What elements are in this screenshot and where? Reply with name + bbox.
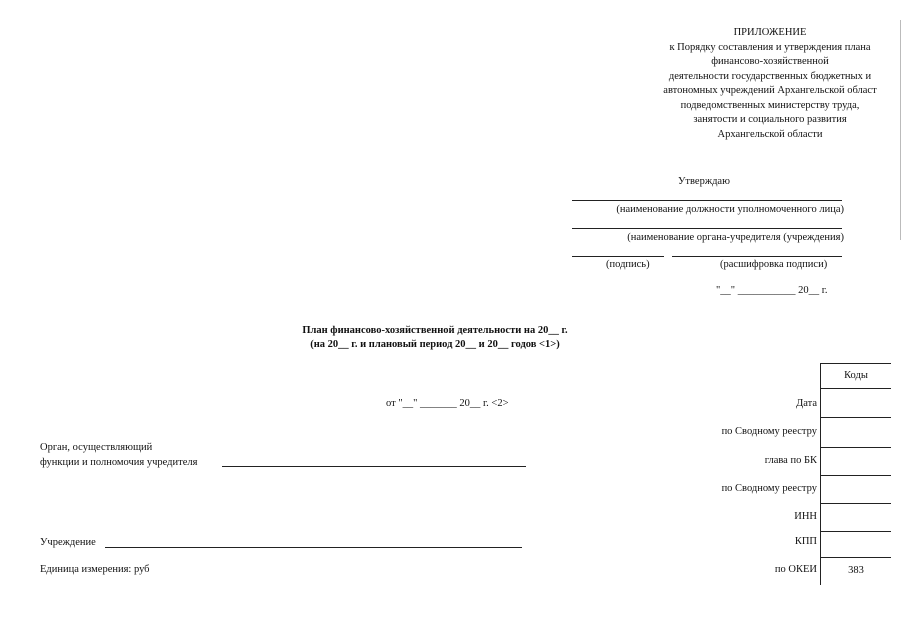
code-label-kpp: КПП [794,536,817,547]
okei-value: 383 [848,565,864,576]
position-caption: (наименование должности уполномоченного лица) [616,204,844,215]
appendix-line: автономных учреждений Архангельской област [663,85,877,96]
code-cell-okei[interactable] [821,557,891,585]
organ-input-line[interactable] [222,466,526,467]
codes-header: Коды [844,370,868,381]
institution-input-line[interactable] [105,547,522,548]
appendix-line: деятельности государственных бюджетных и [668,70,872,82]
code-label-registry: по Сводному реестру [721,426,817,437]
position-signature-line[interactable] [572,200,842,201]
plan-title: План финансово-хозяйственной деятельности на 20__ г. [302,325,568,336]
code-label-inn: ИНН [794,511,817,522]
code-cell-inn[interactable] [821,503,891,532]
appendix-line: финансово-хозяйственной [711,56,829,67]
decoding-caption: (расшифровка подписи) [720,259,828,270]
unit-label: Единица измерения: руб [40,564,150,575]
code-cell-kpp[interactable] [821,531,891,558]
code-cell-registry[interactable] [821,417,891,448]
code-label-date: Дата [796,398,817,409]
organ-label-cont: функции и полномочия учредителя [40,457,198,468]
appendix-line: занятости и социального развития [693,114,847,125]
appendix-heading: ПРИЛОЖЕНИЕ [733,27,807,38]
plan-subtitle: (на 20__ г. и плановый период 20__ и 20__ годов <1>) [310,339,560,350]
organ-label: Орган, осуществляющий [40,442,153,453]
date-from: от "__" _______ 20__ г. <2> [386,398,509,409]
code-cell-registry-2[interactable] [821,475,891,504]
codes-table [820,363,891,585]
approval-date: "__" ___________ 20__ г. [716,285,828,296]
approve-label: Утверждаю [678,176,730,187]
institution-label: Учреждение [40,537,96,548]
organ-name-line[interactable] [572,228,842,229]
signature-caption: (подпись) [606,259,650,270]
appendix-line: к Порядку составления и утверждения плана [669,41,871,53]
appendix-line: подведомственных министерству труда, [680,99,860,111]
signature-decoding-line[interactable] [672,256,842,257]
code-label-bk: глава по БК [764,455,817,466]
page-edge-line [900,20,901,240]
code-label-okei: по ОКЕИ [774,564,817,575]
organ-caption: (наименование органа-учредителя (учреждения) [627,232,844,243]
code-cell-date[interactable] [821,387,891,418]
code-label-registry-2: по Сводному реестру [721,483,817,494]
codes-header-cell [821,363,891,389]
signature-line[interactable] [572,256,664,257]
appendix-block [600,26,905,142]
appendix-line: Архангельской области [717,128,823,140]
code-cell-bk[interactable] [821,447,891,476]
